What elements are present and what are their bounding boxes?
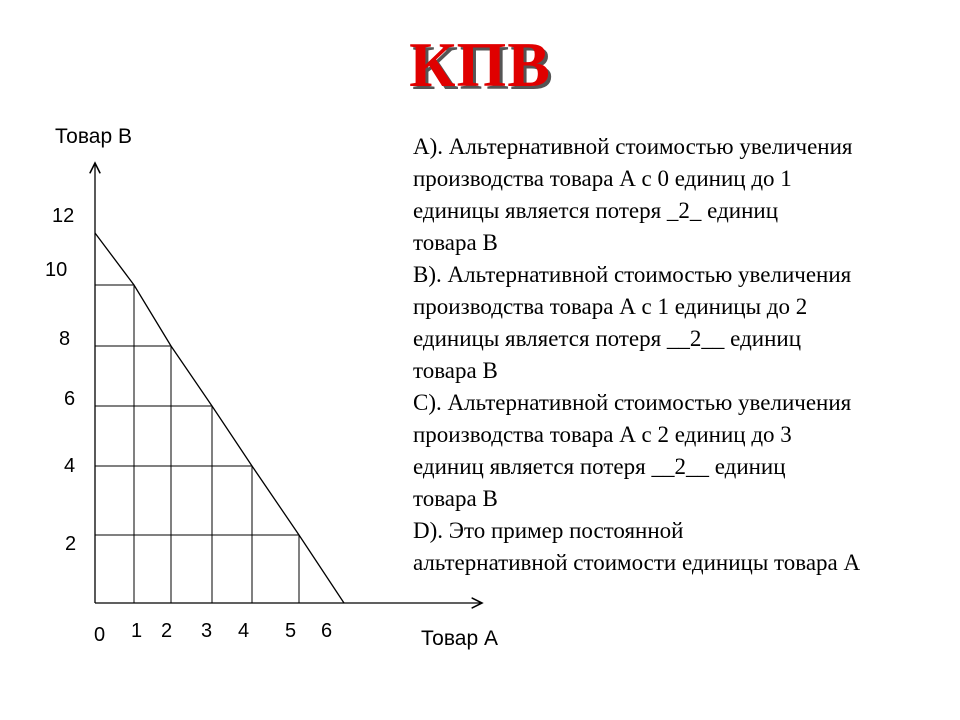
paragraph-c: С). Альтернативной стоимостью увеличения производства товара А с 2 единиц до 3 единиц является потеря __2__ единиц товара В (413, 390, 852, 511)
page-title: КПВ (409, 29, 551, 100)
y-axis-label: Товар В (55, 125, 132, 148)
y-tick-label: 2 (65, 533, 77, 555)
x-tick-label: 6 (321, 620, 333, 642)
x-axis-label: Товар А (421, 627, 498, 650)
explanation-text (413, 131, 953, 579)
y-tick-label: 6 (64, 388, 76, 410)
paragraph-d: D). Это пример постоянной альтернативной стоимости единицы товара А (413, 518, 861, 575)
ppf-line (95, 233, 344, 603)
x-tick-label: 4 (238, 620, 250, 642)
y-tick-label: 4 (64, 455, 76, 477)
y-tick-label: 10 (45, 259, 68, 281)
x-tick-label: 5 (285, 620, 297, 642)
x-tick-label: 0 (94, 624, 106, 646)
x-tick-label: 3 (201, 620, 213, 642)
paragraph-b: В). Альтернативной стоимостью увеличения производства товара А с 1 единицы до 2 единицы является потеря __2__ единиц товара В (413, 262, 852, 383)
y-tick-label: 8 (59, 328, 71, 350)
y-tick-label: 12 (52, 205, 75, 227)
grid-lines (95, 285, 299, 603)
x-tick-label: 1 (131, 620, 143, 642)
paragraph-a: А). Альтернативной стоимостью увеличения производства товара А с 0 единиц до 1 единицы является потеря _2_ единиц товара В (413, 134, 853, 255)
x-tick-label: 2 (161, 620, 173, 642)
